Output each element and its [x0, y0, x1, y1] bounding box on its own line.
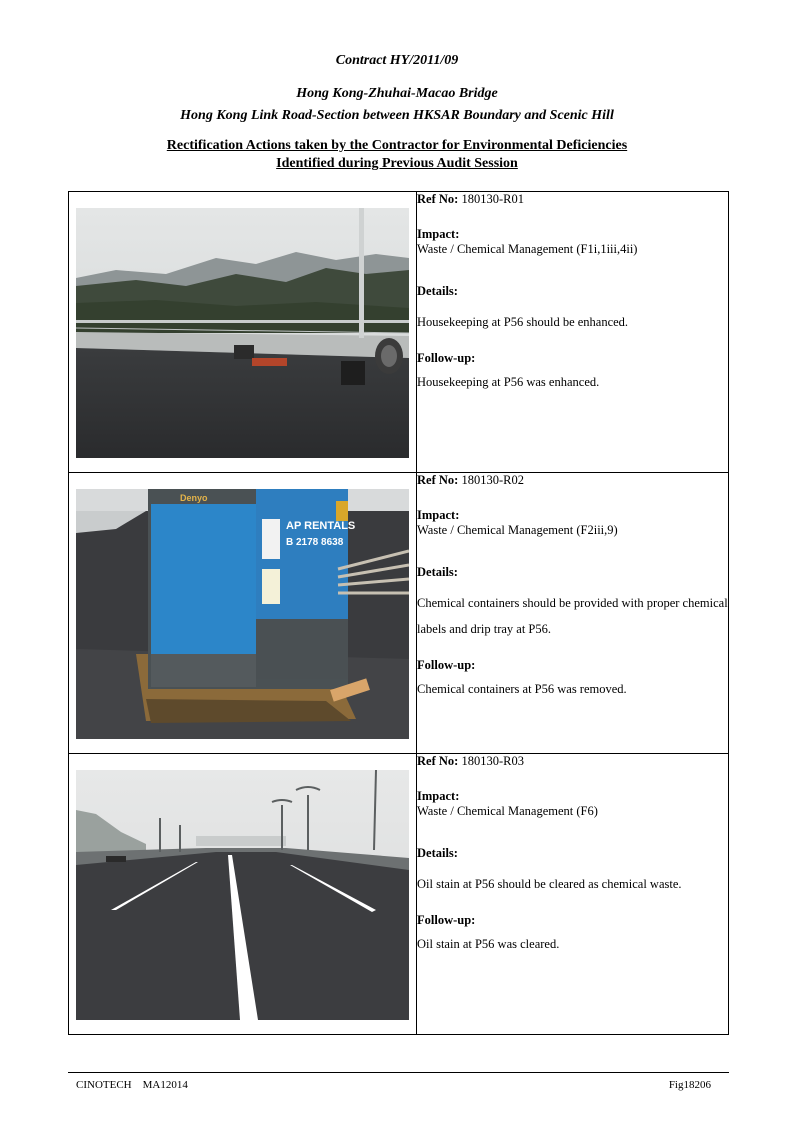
table-row	[69, 473, 729, 754]
photo-generator-chemical-containers	[76, 489, 409, 739]
followup-label: Follow-up:	[417, 912, 476, 927]
photo-cell	[69, 754, 417, 1035]
followup-label: Follow-up:	[417, 657, 476, 672]
rental-phone-text: B 2178 8638	[286, 537, 344, 548]
details-label: Details:	[417, 283, 458, 298]
ref-label: Ref No:	[417, 473, 459, 487]
photo-cell	[69, 192, 417, 473]
impact-text: Waste / Chemical Management (F1i,1iii,4ii)	[417, 242, 638, 257]
impact-label: Impact:	[417, 788, 460, 803]
ref-number: 180130-R01	[461, 192, 524, 206]
rectification-table	[68, 191, 729, 1035]
ref-number: 180130-R02	[461, 473, 524, 487]
document-title-line1: Rectification Actions taken by the Contractor for Environmental Deficiencies	[166, 138, 628, 153]
impact-text: Waste / Chemical Management (F2iii,9)	[417, 523, 618, 538]
generator-brand-text: Denyo	[180, 493, 208, 503]
contract-number: Contract HY/2011/09	[335, 53, 459, 68]
followup-text: Housekeeping at P56 was enhanced.	[417, 375, 600, 390]
table-row	[69, 754, 729, 1035]
section-name: Hong Kong Link Road-Section between HKSAR Boundary and Scenic Hill	[180, 108, 614, 123]
info-cell	[417, 754, 729, 1035]
details-label: Details:	[417, 845, 458, 860]
footer-divider	[68, 1072, 729, 1073]
document-title-line2: Identified during Previous Audit Session	[276, 156, 518, 171]
impact-label: Impact:	[417, 507, 460, 522]
rental-sign-text: AP RENTALS	[286, 520, 356, 532]
details-text: Chemical containers should be provided with proper chemical labels and drip tray at P56.	[417, 595, 728, 636]
photo-cleared-road-surface	[76, 770, 409, 1020]
details-text: Oil stain at P56 should be cleared as chemical waste.	[417, 876, 682, 891]
ref-label: Ref No:	[417, 192, 459, 206]
photo-cell	[69, 473, 417, 754]
details-text: Housekeeping at P56 should be enhanced.	[417, 314, 629, 329]
followup-text: Chemical containers at P56 was removed.	[417, 682, 627, 697]
footer-figure-number: Fig18206	[668, 1079, 711, 1091]
info-cell	[417, 192, 729, 473]
details-label: Details:	[417, 564, 458, 579]
footer-company-ref: CINOTECH MA12014	[76, 1079, 188, 1091]
info-cell	[417, 473, 729, 754]
followup-label: Follow-up:	[417, 350, 476, 365]
project-name: Hong Kong-Zhuhai-Macao Bridge	[296, 86, 498, 101]
impact-text: Waste / Chemical Management (F6)	[417, 804, 598, 819]
followup-text: Oil stain at P56 was cleared.	[417, 937, 560, 952]
ref-number: 180130-R03	[461, 754, 524, 768]
impact-label: Impact:	[417, 226, 460, 241]
ref-label: Ref No:	[417, 754, 459, 768]
table-row	[69, 192, 729, 473]
photo-bridge-deck-housekeeping	[76, 208, 409, 458]
